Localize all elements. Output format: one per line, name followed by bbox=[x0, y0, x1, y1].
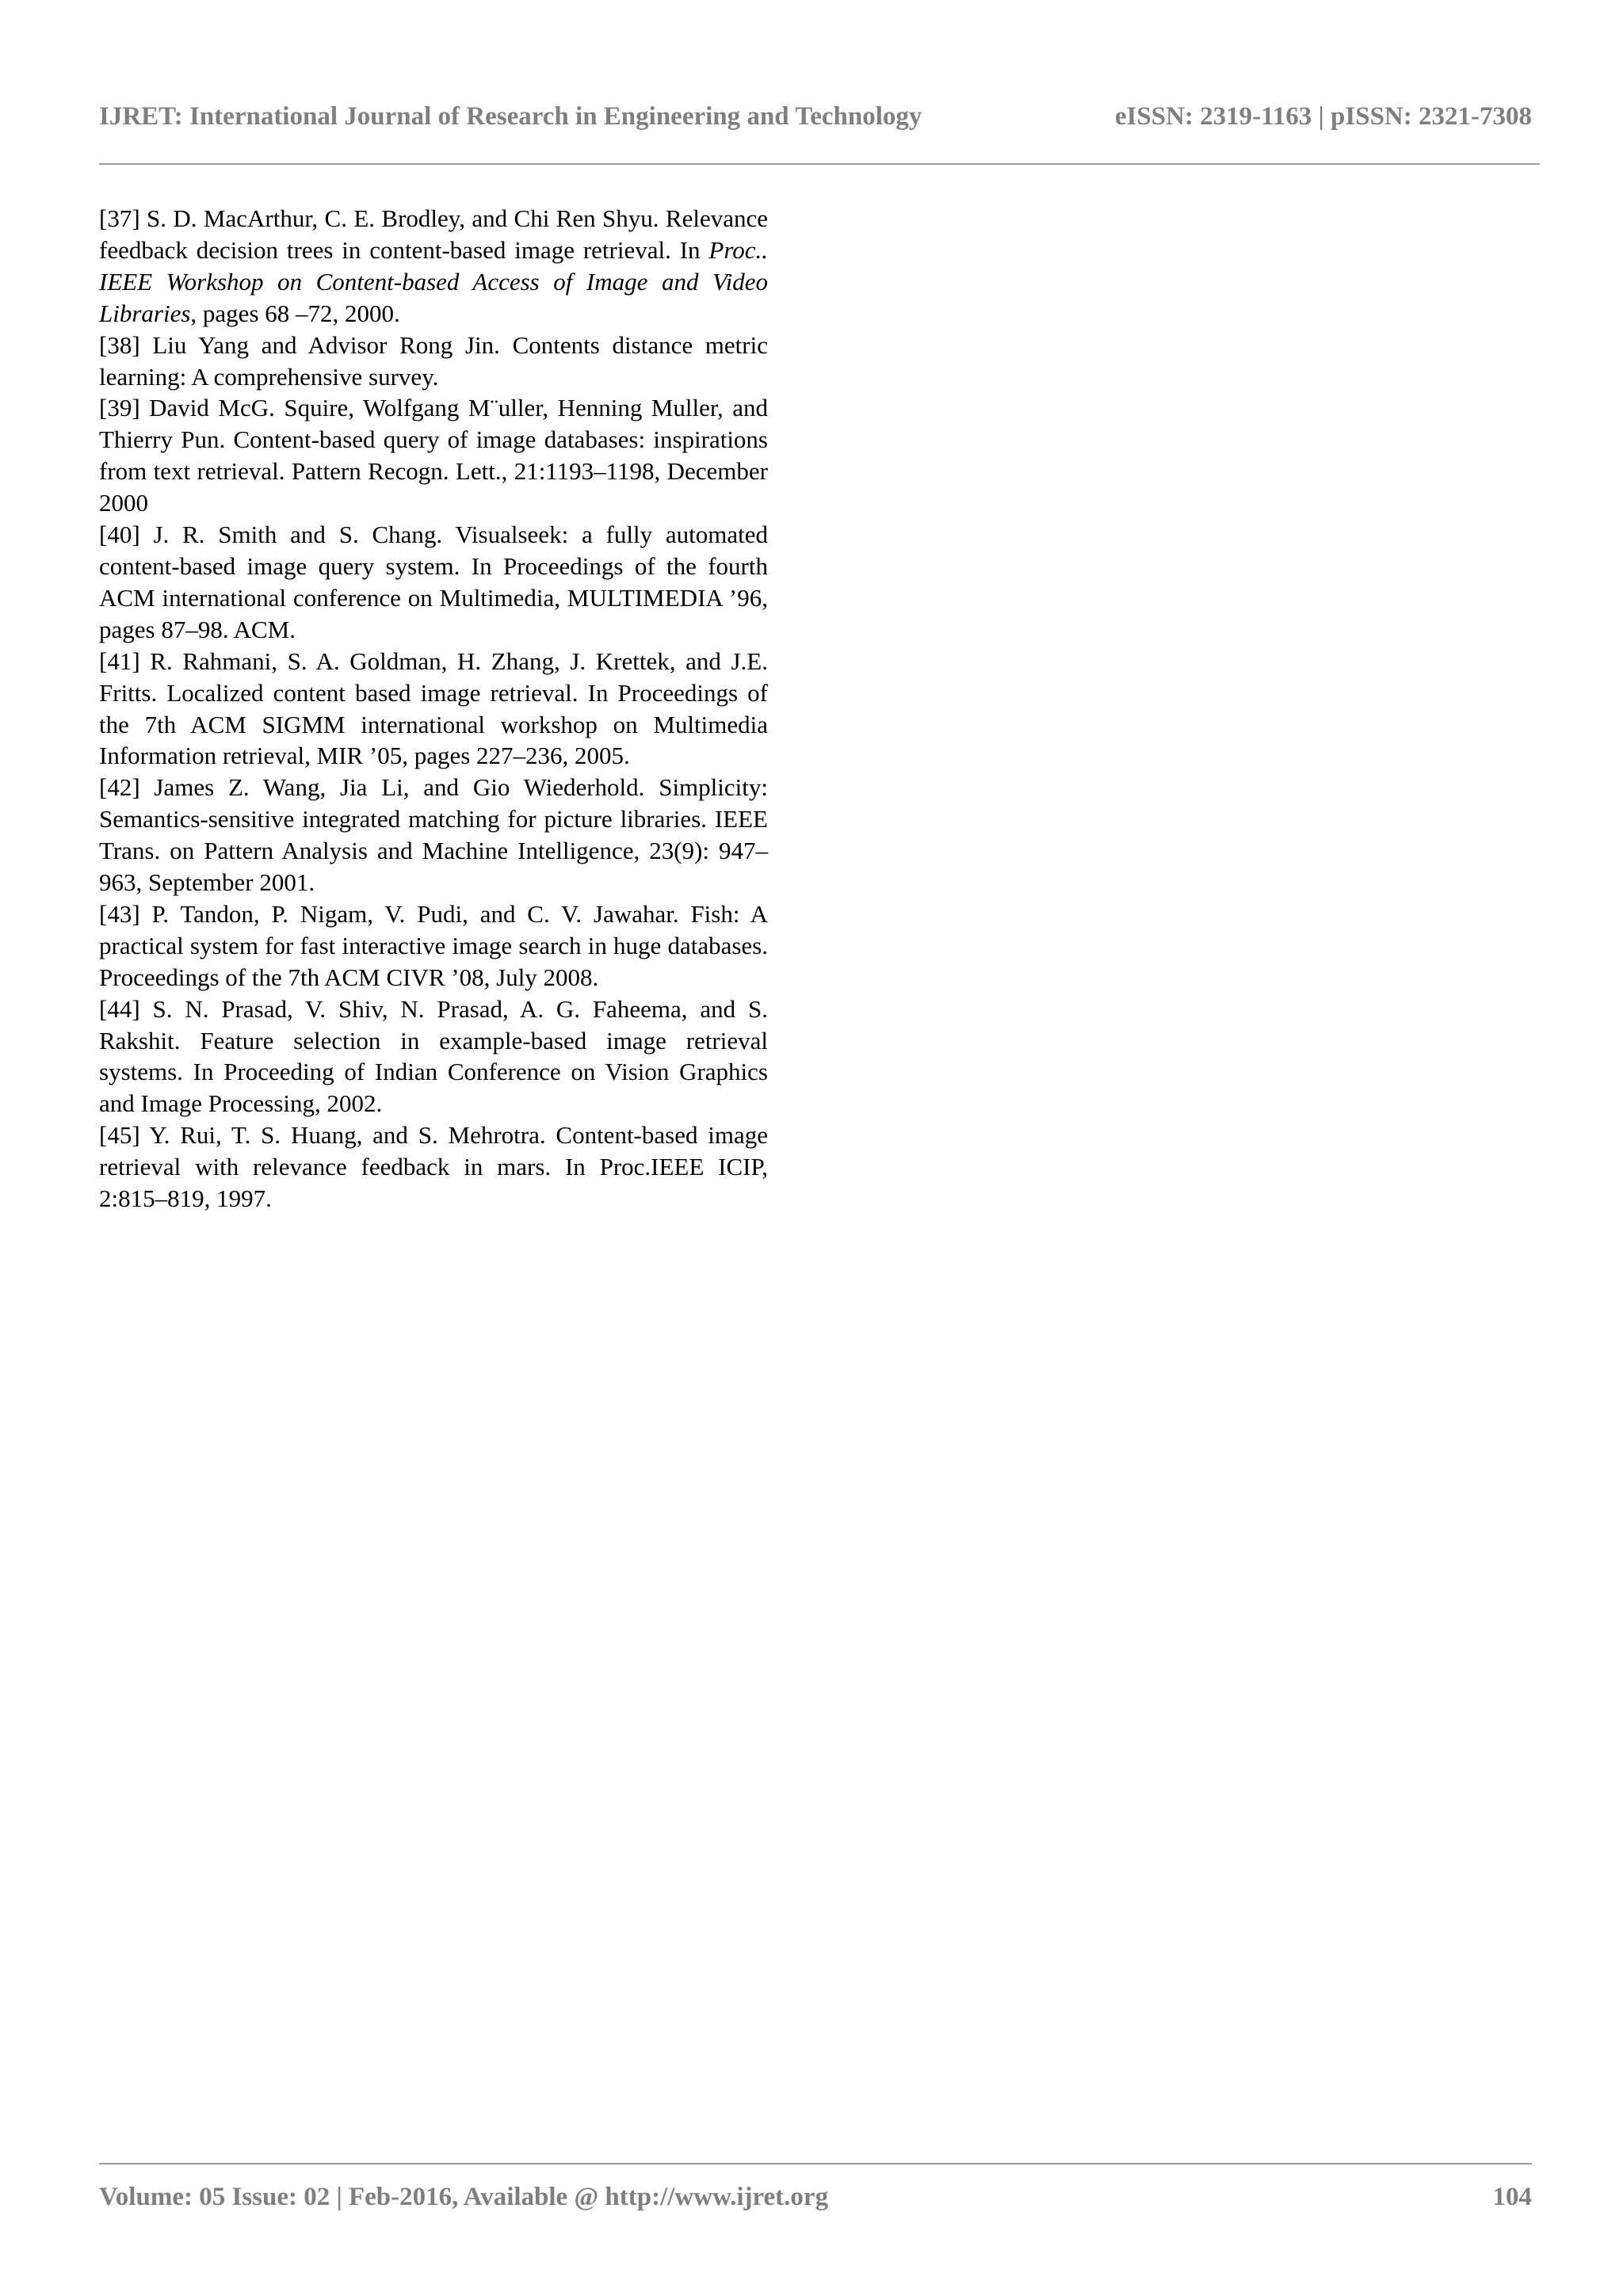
page-number: 104 bbox=[1492, 2183, 1532, 2211]
reference-list bbox=[99, 203, 768, 1215]
header-rule bbox=[99, 163, 1540, 165]
reference-37: [37] S. D. MacArthur, C. E. Brodley, and Chi Ren Shyu. Relevance feedback decision trees in content-based image retrieval. In Proc.. IEEE Workshop on Content-based Access of Image and Video Libraries, pages 68 –72, 2000. bbox=[99, 204, 768, 327]
running-header bbox=[99, 97, 1532, 136]
footer-rule bbox=[99, 2163, 1532, 2164]
journal-title: IJRET: International Journal of Research in Engineering and Technology bbox=[99, 102, 922, 131]
reference-39: [39] David McG. Squire, Wolfgang M¨uller, Henning Muller, and Thierry Pun. Content-based query of image databases: inspirations from text retrieval. Pattern Recogn. Lett., 21:1193–1198, December 2000 bbox=[99, 394, 768, 517]
reference-40: [40] J. R. Smith and S. Chang. Visualseek: a fully automated content-based image query system. In Proceedings of the fourth ACM international conference on Multimedia, MULTIMEDIA ’96, pages 87–98. ACM. bbox=[99, 521, 768, 643]
reference-37-venue: Proc.. IEEE Workshop on Content-based Access of Image and Video Libraries bbox=[99, 235, 768, 327]
reference-42: [42] James Z. Wang, Jia Li, and Gio Wiederhold. Simplicity: Semantics-sensitive integrated matching for picture libraries. IEEE Trans. on Pattern Analysis and Machine Intelligence, 23(9): 947–963, September 2001. bbox=[99, 773, 768, 897]
volume-info: Volume: 05 Issue: 02 | Feb-2016, Available @ http://www.ijret.org bbox=[99, 2183, 829, 2211]
reference-43: [43] P. Tandon, P. Nigam, V. Pudi, and C. V. Jawahar. Fish: A practical system for fast interactive image search in huge databases. Proceedings of the 7th ACM CIVR ’08, July 2008. bbox=[99, 899, 768, 991]
reference-41: [41] R. Rahmani, S. A. Goldman, H. Zhang, J. Krettek, and J.E. Fritts. Localized content based image retrieval. In Proceedings of the 7th ACM SIGMM international workshop on Multimedia Information retrieval, MIR ’05, pages 227–236, 2005. bbox=[99, 646, 768, 770]
reference-38: [38] Liu Yang and Advisor Rong Jin. Contents distance metric learning: A comprehensive survey. bbox=[99, 330, 768, 391]
issn-info: eISSN: 2319-1163 | pISSN: 2321-7308 bbox=[1114, 102, 1532, 131]
reference-45: [45] Y. Rui, T. S. Huang, and S. Mehrotra. Content-based image retrieval with relevance feedback in mars. In Proc.IEEE ICIP, 2:815–819, 1997. bbox=[99, 1121, 768, 1213]
reference-44: [44] S. N. Prasad, V. Shiv, N. Prasad, A. G. Faheema, and S. Rakshit. Feature selection in example-based image retrieval systems. In Proceeding of Indian Conference on Vision Graphics and Image Processing, 2002. bbox=[99, 994, 768, 1118]
running-footer bbox=[99, 2177, 1532, 2217]
